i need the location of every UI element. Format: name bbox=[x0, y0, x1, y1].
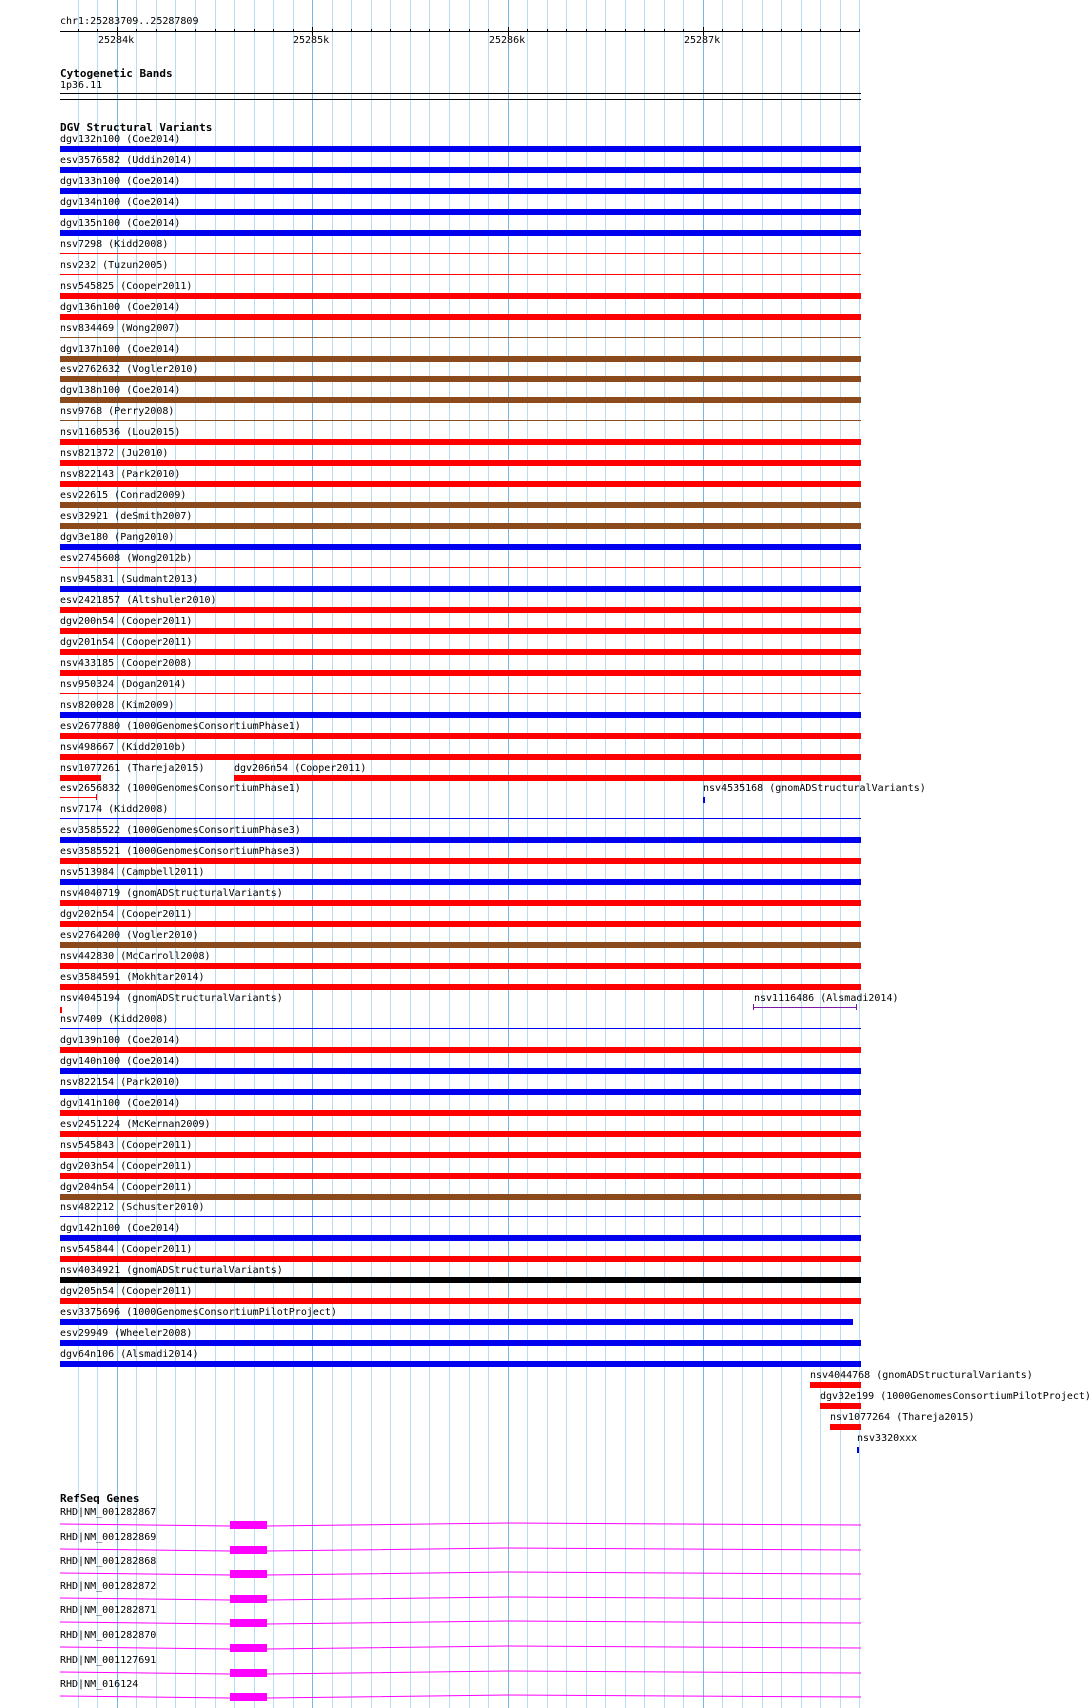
grid-line bbox=[508, 0, 509, 1708]
variant-bar[interactable] bbox=[60, 253, 861, 254]
variant-bar[interactable] bbox=[60, 818, 861, 819]
grid-line bbox=[703, 0, 704, 1708]
gene-intron-line bbox=[60, 1646, 861, 1649]
variant-label[interactable]: nsv822154 (Park2010) bbox=[60, 1077, 181, 1088]
variant-label[interactable]: nsv4034921 (gnomADStructuralVariants) bbox=[60, 1265, 283, 1276]
variant-label[interactable]: esv3584591 (Mokhtar2014) bbox=[60, 972, 205, 983]
variant-label[interactable]: nsv1116486 (Alsmadi2014) bbox=[754, 993, 899, 1004]
variant-bar[interactable] bbox=[60, 1256, 861, 1262]
variant-bar[interactable] bbox=[60, 481, 861, 487]
variant-label[interactable]: dgv3e180 (Pang2010) bbox=[60, 532, 175, 543]
ruler-minor-tick bbox=[136, 29, 137, 32]
ruler-minor-tick bbox=[683, 29, 684, 32]
gene-model[interactable] bbox=[0, 1544, 890, 1556]
ruler-minor-tick bbox=[605, 29, 606, 32]
gene-intron-line bbox=[60, 1572, 861, 1575]
variant-bar[interactable] bbox=[60, 1028, 861, 1029]
variant-bar[interactable] bbox=[60, 1194, 861, 1200]
ruler-minor-tick bbox=[175, 29, 176, 32]
ruler-minor-tick bbox=[566, 29, 567, 32]
ruler-minor-tick bbox=[644, 29, 645, 32]
variant-bar[interactable] bbox=[60, 1047, 861, 1053]
ruler-minor-tick bbox=[254, 29, 255, 32]
variant-bar[interactable] bbox=[60, 837, 861, 843]
variant-bar[interactable] bbox=[60, 356, 861, 362]
variant-bar[interactable] bbox=[60, 567, 861, 568]
variant-label[interactable]: nsv545825 (Cooper2011) bbox=[60, 281, 193, 292]
variant-label[interactable]: nsv545843 (Cooper2011) bbox=[60, 1140, 193, 1151]
grid-line bbox=[566, 0, 567, 1708]
grid-line bbox=[429, 0, 430, 1708]
ruler-tick-label: 25286k bbox=[489, 35, 526, 46]
variant-bar[interactable] bbox=[60, 502, 861, 508]
variant-bar[interactable] bbox=[754, 1007, 857, 1008]
ruler-minor-tick bbox=[332, 29, 333, 32]
variant-bar[interactable] bbox=[60, 146, 861, 152]
variant-label[interactable]: nsv4040719 (gnomADStructuralVariants) bbox=[60, 888, 283, 899]
ruler-tick-label: 25284k bbox=[98, 35, 135, 46]
gene-label[interactable]: RHD|NM_001282868 bbox=[60, 1556, 157, 1567]
variant-end-tick bbox=[856, 1004, 857, 1010]
variant-bar[interactable] bbox=[60, 1298, 861, 1304]
grid-line bbox=[664, 0, 665, 1708]
variant-bar[interactable] bbox=[60, 1340, 861, 1346]
grid-line bbox=[762, 0, 763, 1708]
gene-model[interactable] bbox=[0, 1593, 890, 1605]
ruler-minor-tick bbox=[195, 29, 196, 32]
gene-intron-line bbox=[60, 1523, 861, 1526]
variant-bar[interactable] bbox=[60, 230, 861, 236]
variant-label[interactable]: nsv7174 (Kidd2008) bbox=[60, 804, 169, 815]
grid-line bbox=[449, 0, 450, 1708]
variant-label[interactable]: dgv138n100 (Coe2014) bbox=[60, 385, 181, 396]
gene-exon bbox=[230, 1595, 267, 1603]
grid-line bbox=[781, 0, 782, 1708]
ruler-minor-tick bbox=[273, 29, 274, 32]
grid-line bbox=[742, 0, 743, 1708]
variant-label[interactable]: esv32921 (deSmith2007) bbox=[60, 511, 193, 522]
variant-label[interactable]: nsv822143 (Park2010) bbox=[60, 469, 181, 480]
grid-line bbox=[840, 0, 841, 1708]
variant-bar[interactable] bbox=[703, 797, 705, 803]
cytoband-bar[interactable] bbox=[60, 93, 861, 94]
variant-bar[interactable] bbox=[60, 1110, 861, 1116]
variant-bar[interactable] bbox=[60, 586, 861, 592]
variant-label[interactable]: esv3585522 (1000GenomesConsortiumPhase3) bbox=[60, 825, 301, 836]
variant-bar[interactable] bbox=[60, 376, 861, 382]
variant-label[interactable]: dgv136n100 (Coe2014) bbox=[60, 302, 181, 313]
gene-label[interactable]: RHD|NM_001127691 bbox=[60, 1655, 157, 1666]
variant-bar[interactable] bbox=[60, 775, 101, 781]
variant-bar[interactable] bbox=[60, 460, 861, 466]
ruler-minor-tick bbox=[820, 29, 821, 32]
variant-label[interactable]: esv2421857 (Altshuler2010) bbox=[60, 595, 217, 606]
variant-label[interactable]: nsv7409 (Kidd2008) bbox=[60, 1014, 169, 1025]
grid-line bbox=[859, 0, 860, 1708]
gene-exon bbox=[230, 1570, 267, 1578]
grid-line bbox=[605, 0, 606, 1708]
variant-bar[interactable] bbox=[60, 797, 97, 798]
variant-label[interactable]: nsv442830 (McCarroll2008) bbox=[60, 951, 211, 962]
variant-label[interactable]: dgv204n54 (Cooper2011) bbox=[60, 1182, 193, 1193]
gene-model[interactable] bbox=[0, 1568, 890, 1580]
variant-end-tick bbox=[753, 1004, 754, 1010]
variant-label[interactable]: dgv202n54 (Cooper2011) bbox=[60, 909, 193, 920]
variant-end-tick bbox=[96, 794, 97, 800]
grid-line bbox=[801, 0, 802, 1708]
ruler-minor-tick bbox=[781, 29, 782, 32]
gene-model[interactable] bbox=[0, 1667, 890, 1679]
variant-bar[interactable] bbox=[60, 963, 861, 969]
variant-bar[interactable] bbox=[60, 670, 861, 676]
variant-label[interactable]: dgv139n100 (Coe2014) bbox=[60, 1035, 181, 1046]
variant-label[interactable]: nsv4535168 (gnomADStructuralVariants) bbox=[703, 783, 926, 794]
variant-bar[interactable] bbox=[60, 733, 861, 739]
variant-label[interactable]: nsv482212 (Schuster2010) bbox=[60, 1202, 205, 1213]
variant-label[interactable]: dgv134n100 (Coe2014) bbox=[60, 197, 181, 208]
grid-line bbox=[351, 0, 352, 1708]
variant-bar[interactable] bbox=[60, 921, 861, 927]
refseq-track-title[interactable]: RefSeq Genes bbox=[60, 1492, 140, 1505]
variant-label[interactable]: dgv203n54 (Cooper2011) bbox=[60, 1161, 193, 1172]
gene-intron-line bbox=[60, 1597, 861, 1600]
variant-label[interactable]: dgv201n54 (Cooper2011) bbox=[60, 637, 193, 648]
ruler-minor-tick bbox=[410, 29, 411, 32]
variant-bar[interactable] bbox=[60, 314, 861, 320]
grid-line bbox=[722, 0, 723, 1708]
ruler-minor-tick bbox=[449, 29, 450, 32]
grid-line bbox=[332, 0, 333, 1708]
gene-model[interactable] bbox=[0, 1642, 890, 1654]
grid-line bbox=[644, 0, 645, 1708]
variant-label[interactable]: nsv232 (Tuzun2005) bbox=[60, 260, 169, 271]
ruler-minor-tick bbox=[742, 29, 743, 32]
ruler-minor-tick bbox=[801, 29, 802, 32]
ruler-minor-tick bbox=[293, 29, 294, 32]
ruler-minor-tick bbox=[762, 29, 763, 32]
ruler-minor-tick bbox=[664, 29, 665, 32]
variant-bar[interactable] bbox=[820, 1403, 861, 1409]
variant-label[interactable]: esv22615 (Conrad2009) bbox=[60, 490, 187, 501]
ruler-minor-tick bbox=[859, 29, 860, 32]
ruler-minor-tick bbox=[527, 29, 528, 32]
variant-bar[interactable] bbox=[60, 439, 861, 445]
ruler-minor-tick bbox=[390, 29, 391, 32]
grid-line bbox=[390, 0, 391, 1708]
variant-label[interactable]: nsv4045194 (gnomADStructuralVariants) bbox=[60, 993, 283, 1004]
variant-bar[interactable] bbox=[60, 1131, 861, 1137]
variant-bar[interactable] bbox=[60, 942, 861, 948]
variant-label[interactable]: esv2451224 (McKernan2009) bbox=[60, 1119, 211, 1130]
variant-label[interactable]: esv3585521 (1000GenomesConsortiumPhase3) bbox=[60, 846, 301, 857]
variant-label[interactable]: dgv140n100 (Coe2014) bbox=[60, 1056, 181, 1067]
variant-bar[interactable] bbox=[60, 858, 861, 864]
variant-label[interactable]: dgv135n100 (Coe2014) bbox=[60, 218, 181, 229]
ruler-minor-tick bbox=[351, 29, 352, 32]
gene-model[interactable] bbox=[0, 1519, 890, 1531]
gene-label[interactable]: RHD|NM_001282867 bbox=[60, 1507, 157, 1518]
variant-label[interactable]: dgv205n54 (Cooper2011) bbox=[60, 1286, 193, 1297]
variant-bar[interactable] bbox=[60, 1152, 861, 1158]
variant-label[interactable]: nsv950324 (Dogan2014) bbox=[60, 679, 187, 690]
cytoband-label[interactable]: 1p36.11 bbox=[60, 80, 103, 91]
variant-label[interactable]: esv2745608 (Wong2012b) bbox=[60, 553, 193, 564]
variant-label[interactable]: nsv1077264 (Thareja2015) bbox=[830, 1412, 975, 1423]
variant-label[interactable]: nsv834469 (Wong2007) bbox=[60, 323, 181, 334]
grid-line bbox=[312, 0, 313, 1708]
grid-line bbox=[488, 0, 489, 1708]
variant-label[interactable]: esv3576582 (Uddin2014) bbox=[60, 155, 193, 166]
variant-label[interactable]: nsv945831 (Sudmant2013) bbox=[60, 574, 199, 585]
ruler-axis bbox=[60, 31, 860, 32]
grid-line bbox=[625, 0, 626, 1708]
gene-intron-line bbox=[60, 1621, 861, 1624]
variant-label[interactable]: dgv132n100 (Coe2014) bbox=[60, 134, 181, 145]
variant-bar[interactable] bbox=[60, 607, 861, 613]
variant-bar[interactable] bbox=[60, 1319, 853, 1325]
dgv-track-title[interactable]: DGV Structural Variants bbox=[60, 121, 213, 134]
grid-line bbox=[371, 0, 372, 1708]
variant-bar[interactable] bbox=[60, 523, 861, 529]
ruler-tick-label: 25285k bbox=[293, 35, 330, 46]
ruler-minor-tick bbox=[78, 29, 79, 32]
variant-bar[interactable] bbox=[60, 649, 861, 655]
gene-label[interactable]: RHD|NM_001282869 bbox=[60, 1532, 157, 1543]
grid-line bbox=[820, 0, 821, 1708]
gene-label[interactable]: RHD|NM_001282870 bbox=[60, 1630, 157, 1641]
variant-label[interactable]: nsv513984 (Campbell2011) bbox=[60, 867, 205, 878]
cytoband-track-title[interactable]: Cytogenetic Bands bbox=[60, 67, 173, 80]
grid-line bbox=[683, 0, 684, 1708]
variant-bar[interactable] bbox=[60, 1089, 861, 1095]
variant-label[interactable]: nsv433185 (Cooper2008) bbox=[60, 658, 193, 669]
variant-label[interactable]: dgv32e199 (1000GenomesConsortiumPilotProject) bbox=[820, 1391, 1091, 1402]
grid-line bbox=[527, 0, 528, 1708]
variant-bar[interactable] bbox=[60, 188, 861, 194]
ruler-minor-tick bbox=[586, 29, 587, 32]
variant-bar[interactable] bbox=[60, 1361, 861, 1367]
grid-line bbox=[469, 0, 470, 1708]
variant-label[interactable]: dgv206n54 (Cooper2011) bbox=[234, 763, 367, 774]
variant-bar[interactable] bbox=[830, 1424, 861, 1430]
gene-label[interactable]: RHD|NM_001282872 bbox=[60, 1581, 157, 1592]
variant-bar[interactable] bbox=[60, 693, 861, 694]
variant-label[interactable]: esv2656832 (1000GenomesConsortiumPhase1) bbox=[60, 783, 301, 794]
variant-bar[interactable] bbox=[810, 1382, 861, 1388]
grid-line bbox=[586, 0, 587, 1708]
variant-label[interactable]: dgv133n100 (Coe2014) bbox=[60, 176, 181, 187]
range-label: chr1:25283709..25287809 bbox=[60, 16, 199, 27]
ruler-minor-tick bbox=[215, 29, 216, 32]
gene-exon bbox=[230, 1644, 267, 1652]
gene-intron-line bbox=[60, 1695, 861, 1698]
variant-label[interactable]: esv29949 (Wheeler2008) bbox=[60, 1328, 193, 1339]
variant-label[interactable]: dgv200n54 (Cooper2011) bbox=[60, 616, 193, 627]
variant-label[interactable]: nsv1160536 (Lou2015) bbox=[60, 427, 181, 438]
ruler-minor-tick bbox=[840, 29, 841, 32]
cytoband-bar-lower bbox=[60, 99, 861, 100]
variant-label[interactable]: esv2677880 (1000GenomesConsortiumPhase1) bbox=[60, 721, 301, 732]
variant-bar[interactable] bbox=[60, 420, 861, 421]
variant-bar[interactable] bbox=[60, 754, 861, 760]
variant-bar[interactable] bbox=[60, 712, 861, 718]
variant-bar[interactable] bbox=[60, 1007, 62, 1013]
variant-label[interactable]: dgv141n100 (Coe2014) bbox=[60, 1098, 181, 1109]
variant-bar[interactable] bbox=[60, 397, 861, 403]
ruler-minor-tick bbox=[488, 29, 489, 32]
ruler-minor-tick bbox=[469, 29, 470, 32]
variant-label[interactable]: nsv4044768 (gnomADStructuralVariants) bbox=[810, 1370, 1033, 1381]
ruler-minor-tick bbox=[371, 29, 372, 32]
variant-label[interactable]: nsv7298 (Kidd2008) bbox=[60, 239, 169, 250]
gene-intron-line bbox=[60, 1548, 861, 1551]
gene-model[interactable] bbox=[0, 1617, 890, 1629]
ruler-minor-tick bbox=[625, 29, 626, 32]
variant-label[interactable]: nsv9768 (Perry2008) bbox=[60, 406, 175, 417]
variant-label[interactable]: dgv137n100 (Coe2014) bbox=[60, 344, 181, 355]
variant-bar[interactable] bbox=[60, 209, 861, 215]
ruler-minor-tick bbox=[429, 29, 430, 32]
variant-bar[interactable] bbox=[60, 337, 861, 338]
gene-exon bbox=[230, 1693, 267, 1701]
variant-bar[interactable] bbox=[60, 1173, 861, 1179]
variant-bar[interactable] bbox=[60, 984, 861, 990]
ruler-tick-label: 25287k bbox=[684, 35, 721, 46]
variant-bar[interactable] bbox=[60, 1216, 861, 1217]
variant-bar[interactable] bbox=[60, 544, 861, 550]
variant-bar[interactable] bbox=[60, 1068, 861, 1074]
variant-bar[interactable] bbox=[60, 1235, 861, 1241]
ruler-minor-tick bbox=[547, 29, 548, 32]
gene-model[interactable] bbox=[0, 1691, 890, 1703]
variant-label[interactable]: nsv545844 (Cooper2011) bbox=[60, 1244, 193, 1255]
variant-label[interactable]: nsv1077261 (Thareja2015) bbox=[60, 763, 205, 774]
grid-line bbox=[410, 0, 411, 1708]
gene-exon bbox=[230, 1546, 267, 1554]
variant-label[interactable]: esv2762632 (Vogler2010) bbox=[60, 364, 199, 375]
gene-label[interactable]: RHD|NM_001282871 bbox=[60, 1605, 157, 1616]
variant-bar[interactable] bbox=[234, 775, 861, 781]
variant-label[interactable]: nsv498667 (Kidd2010b) bbox=[60, 742, 187, 753]
gene-label[interactable]: RHD|NM_016124 bbox=[60, 1679, 139, 1690]
variant-bar[interactable] bbox=[60, 293, 861, 299]
variant-bar[interactable] bbox=[60, 167, 861, 173]
variant-bar[interactable] bbox=[60, 628, 861, 634]
variant-bar[interactable] bbox=[857, 1447, 859, 1453]
variant-label[interactable]: nsv821372 (Ju2010) bbox=[60, 448, 169, 459]
variant-label[interactable]: dgv142n100 (Coe2014) bbox=[60, 1223, 181, 1234]
variant-bar[interactable] bbox=[60, 274, 861, 275]
gene-exon bbox=[230, 1619, 267, 1627]
ruler-minor-tick bbox=[722, 29, 723, 32]
ruler-minor-tick bbox=[97, 29, 98, 32]
variant-label[interactable]: nsv820028 (Kim2009) bbox=[60, 700, 175, 711]
variant-label[interactable]: dgv64n106 (Alsmadi2014) bbox=[60, 1349, 199, 1360]
gene-exon bbox=[230, 1521, 267, 1529]
variant-bar[interactable] bbox=[60, 879, 861, 885]
variant-bar[interactable] bbox=[60, 900, 861, 906]
gene-exon bbox=[230, 1669, 267, 1677]
variant-label[interactable]: esv3375696 (1000GenomesConsortiumPilotProject) bbox=[60, 1307, 337, 1318]
ruler-minor-tick bbox=[234, 29, 235, 32]
ruler-minor-tick bbox=[156, 29, 157, 32]
variant-label[interactable]: nsv3320xxx bbox=[857, 1433, 918, 1444]
variant-label[interactable]: esv2764200 (Vogler2010) bbox=[60, 930, 199, 941]
grid-line bbox=[547, 0, 548, 1708]
gene-intron-line bbox=[60, 1671, 861, 1674]
variant-bar[interactable] bbox=[60, 1277, 861, 1283]
